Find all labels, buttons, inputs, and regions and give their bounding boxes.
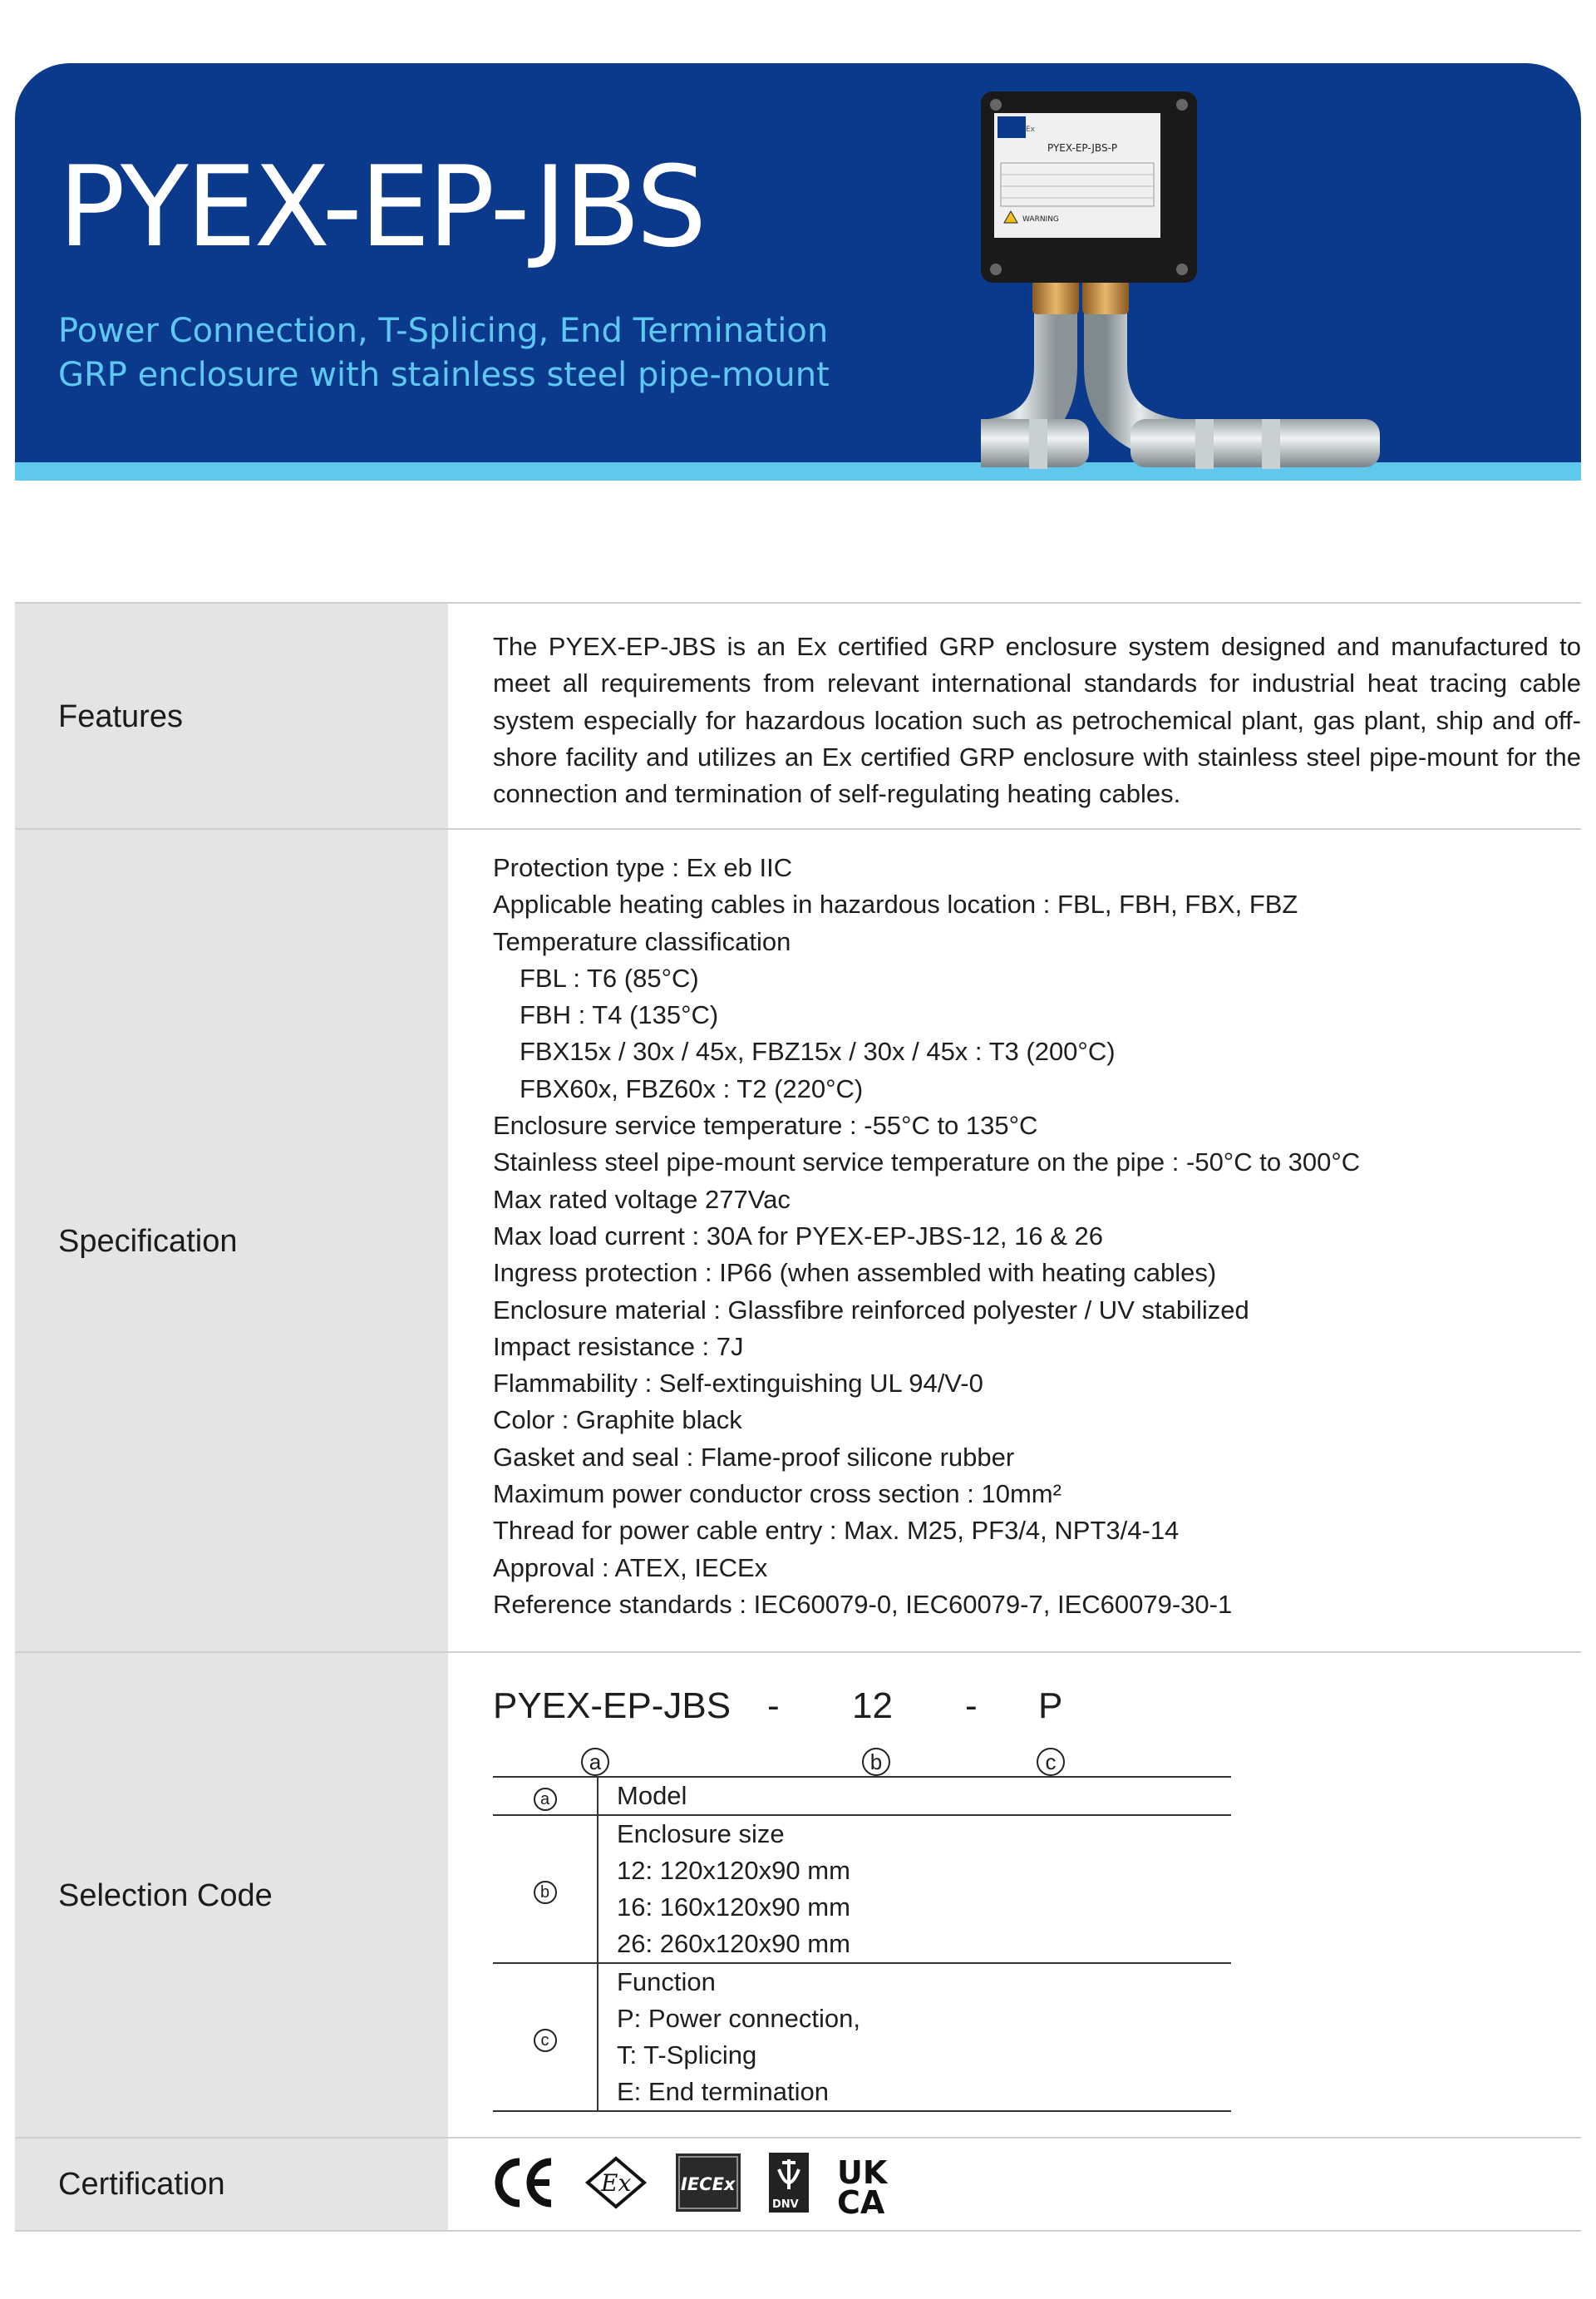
page-title: PYEX-EP-JBS	[58, 142, 705, 272]
spec-line: Protection type : Ex eb IIC	[493, 853, 793, 882]
spec-line: FBX60x, FBZ60x : T2 (220°C)	[520, 1073, 864, 1103]
selection-table-row	[493, 1853, 1231, 1889]
spec-line: Thread for power cable entry : Max. M25, PF3/4, NPT3/4-14	[493, 1516, 1180, 1546]
nameplate-model: PYEX-EP-JBS-P	[1047, 142, 1118, 154]
ukca-mark: UK CA	[837, 2154, 888, 2221]
selection-table-row	[493, 1963, 1231, 2001]
spec-line: Applicable heating cables in hazardous location : FBL, FBH, FBX, FBZ	[493, 890, 1298, 920]
selection-key	[493, 1815, 598, 1963]
spec-line: Max rated voltage 277Vac	[493, 1184, 791, 1214]
selection-key-marker: b	[534, 1881, 557, 1904]
spec-line: Maximum power conductor cross section : 10mm²	[493, 1479, 1062, 1509]
specification-row	[15, 828, 1581, 1653]
spec-line: Gasket and seal : Flame-proof silicone rubber	[493, 1442, 1015, 1472]
features-row	[15, 602, 1581, 830]
certification-row	[15, 2137, 1581, 2232]
selection-value: Function	[617, 1967, 716, 1997]
features-label: Features	[15, 604, 448, 830]
spec-line: Impact resistance : 7J	[493, 1331, 744, 1361]
selection-code-content	[493, 1653, 1581, 2139]
spec-line: Ingress protection : IP66 (when assembled with heating cables)	[493, 1258, 1217, 1288]
specification-list	[493, 850, 1581, 1623]
selection-value: Model	[617, 1781, 687, 1811]
selection-table-row	[493, 1889, 1231, 1926]
spec-line: FBH : T4 (135°C)	[520, 1000, 719, 1030]
selection-table-row	[493, 2074, 1231, 2111]
selection-code-row	[15, 1651, 1581, 2139]
spec-line: Enclosure material : Glassfibre reinforced polyester / UV stabilized	[493, 1295, 1249, 1325]
subtitle-line: Power Connection, T-Splicing, End Termination	[58, 312, 829, 350]
selection-key	[493, 1963, 598, 2111]
features-text: The PYEX-EP-JBS is an Ex certified GRP enclosure system designed and manufactured to meet all requirements from relevant international standards for industrial heat tracing cable system especially for hazardous location such as petrochemical plant, gas plant, ship and off-shore facility and utilizes an Ex certified GRP enclosure with stainless steel pipe-mount for the connection and termination of self-regulating heating cables.	[493, 632, 1581, 809]
certification-label: Certification	[15, 2139, 448, 2230]
selection-value: P: Power connection,	[617, 2004, 860, 2034]
spec-line: FBX15x / 30x / 45x, FBZ15x / 30x / 45x : T3 (200°C)	[520, 1037, 1116, 1067]
selection-table-row	[493, 2001, 1231, 2037]
dnv-mark	[769, 2153, 809, 2223]
selection-table	[493, 1776, 1231, 2112]
selection-table-row	[493, 2037, 1231, 2074]
code-dash: -	[965, 1685, 978, 1726]
spec-line: Color : Graphite black	[493, 1405, 742, 1435]
spec-line: Enclosure service temperature : -55°C to 135°C	[493, 1111, 1038, 1141]
product-image	[981, 83, 1530, 582]
iecex-mark	[676, 2153, 741, 2222]
selection-key-marker: a	[534, 1788, 557, 1811]
spec-line: Approval : ATEX, IECEx	[493, 1552, 768, 1582]
spec-line: Temperature classification	[493, 926, 791, 956]
code-function: P	[1038, 1685, 1063, 1726]
selection-table-row	[493, 1777, 1231, 1815]
certification-marks	[493, 2139, 1581, 2230]
subtitle-line: GRP enclosure with stainless steel pipe-mount	[58, 356, 830, 394]
code-size: 12	[852, 1685, 893, 1726]
selection-table-row	[493, 1815, 1231, 1853]
spec-line: FBL : T6 (85°C)	[520, 963, 699, 993]
code-model: PYEX-EP-JBS	[493, 1685, 732, 1726]
selection-key-marker: c	[534, 2029, 557, 2052]
svg-text:IECEx: IECEx	[681, 2173, 736, 2194]
spec-line: Stainless steel pipe-mount service temperature on the pipe : -50°C to 300°C	[493, 1147, 1361, 1177]
marker-a: a	[581, 1748, 609, 1776]
ce-mark	[493, 2157, 556, 2218]
nameplate-warning: WARNING	[1022, 215, 1059, 224]
selection-value: 26: 260x120x90 mm	[617, 1929, 850, 1959]
spec-line: Max load current : 30A for PYEX-EP-JBS-12, 16 & 26	[493, 1221, 1104, 1251]
marker-c: c	[1037, 1748, 1065, 1776]
marker-b: b	[862, 1748, 890, 1776]
spec-line: Reference standards : IEC60079-0, IEC60079-7, IEC60079-30-1	[493, 1589, 1233, 1619]
selection-table-row	[493, 1926, 1231, 1963]
selection-value: 16: 160x120x90 mm	[617, 1892, 850, 1922]
cable-gland	[1032, 279, 1079, 314]
spec-line: Flammability : Self-extinguishing UL 94/V-0	[493, 1369, 983, 1399]
selection-code-label: Selection Code	[15, 1653, 448, 2139]
svg-text:Ex: Ex	[601, 2168, 632, 2197]
svg-text:DNV: DNV	[772, 2198, 799, 2211]
selection-key	[493, 1777, 598, 1815]
selection-value: Enclosure size	[617, 1819, 785, 1849]
specification-label: Specification	[15, 830, 448, 1653]
page-subtitle	[58, 309, 830, 397]
nameplate-ex: Ex	[1026, 126, 1036, 134]
cable-gland	[1082, 279, 1129, 314]
selection-value: E: End termination	[617, 2077, 830, 2107]
code-dash: -	[767, 1685, 780, 1726]
right-pipe-end	[1130, 419, 1380, 467]
selection-value: T: T-Splicing	[617, 2040, 757, 2070]
ex-mark	[584, 2155, 648, 2220]
selection-value: 12: 120x120x90 mm	[617, 1856, 850, 1886]
